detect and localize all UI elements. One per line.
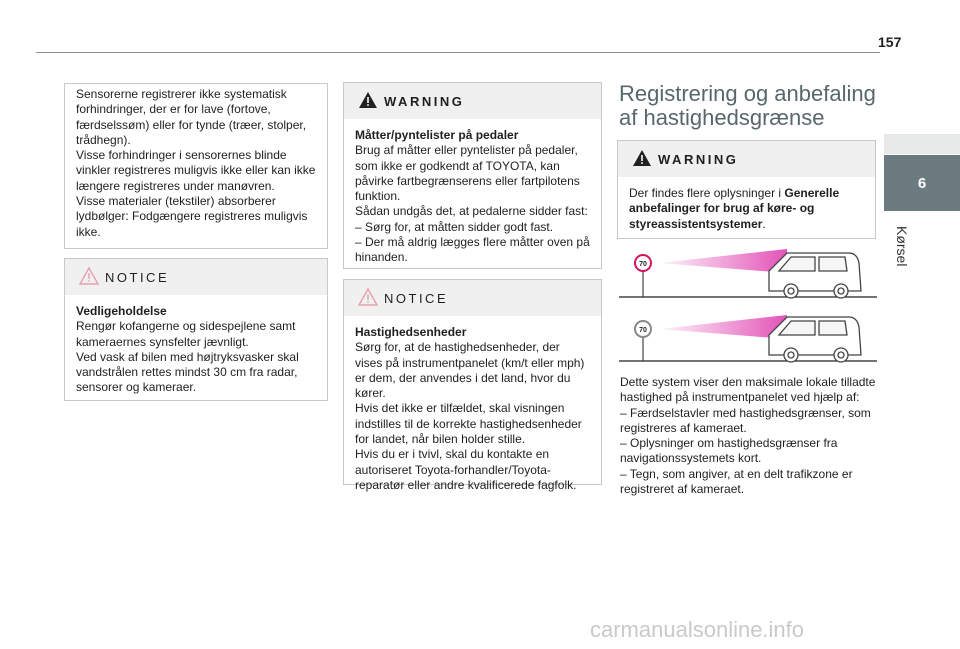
section-body-text: Dette system viser den maksimale lokale tilladte hastighed på instrumentpanelet ved hjælp af: – Færdselstavler med hastighedsgrænser, som registreres af kameraet. – Oplysninger om hastighedsgrænser fra navigationssystemets kort. – Tegn, som angiver, at en delt trafikzone er registreret af kameraet. [620, 375, 876, 497]
chapter-label-text: Kørsel [894, 226, 910, 267]
warning-box-general [617, 140, 876, 239]
warning-triangle-icon [632, 149, 652, 167]
chapter-label [888, 226, 924, 286]
notice-box-maintenance [64, 258, 328, 401]
chapter-number: 6 [917, 174, 927, 192]
warning-title: WARNING [384, 94, 465, 109]
warning-text-before: Der findes flere oplysninger i [629, 186, 785, 200]
warning-triangle-icon [358, 91, 378, 109]
notice-text: Rengør kofangerne og sidespejlene samt kameraernes synsfelter jævnligt. Ved vask af bilen med højtryksvasker skal vandstrålen rettes mindst 30 cm fra radar, sensorer og kameraer. [76, 319, 299, 395]
chapter-tab-spacer [884, 134, 960, 154]
notice-header [344, 280, 601, 316]
section-title: Registrering og anbefaling af hastighedsgrænse [619, 81, 876, 130]
warning-text: Brug af måtter eller pyntelister på pedaler, som ikke er godkendt af TOYOTA, kan påvirke fartbegrænserens eller fartpilotens funktion. Sådan undgås det, at pedalerne sidder fast: – Sørg for, at måtten sidder godt fast. – Der må aldrig lægges flere måtter oven på hinanden. [355, 143, 590, 265]
speed-sign-value: 70 [639, 327, 647, 334]
notice-box-speed-units [343, 279, 602, 492]
notice-triangle-icon [79, 267, 99, 285]
illustration-traffic-sign-detection [619, 243, 877, 303]
notice-heading: Hastighedsenheder [355, 325, 467, 339]
camera-beam [659, 249, 787, 273]
illustration-navigation-speed-limit [619, 307, 877, 367]
warning-header [618, 141, 875, 177]
warning-box-pedals [343, 82, 602, 269]
section-body [620, 375, 878, 497]
chapter-tab[interactable] [884, 155, 960, 211]
notice-heading: Vedligeholdelse [76, 304, 167, 318]
warning-title: WARNING [658, 152, 739, 167]
warning-heading: Måtter/pyntelister på pedaler [355, 128, 519, 142]
sensor-limitations-text: Sensorerne registrerer ikke systematisk forhindringer, der er for lave (fortove, færdselssøm) eller for tynde (træer, stolper, trådhegn). Visse forhindringer i sensorernes blinde vinkler registreres muligvis ikke eller kan ikke længere registreres under manøvren. Visse materialer (tekstiler) absorberer lydbølger: Fodgængere registreres muligvis ikke. [76, 87, 316, 239]
warning-text-after: . [762, 216, 766, 231]
car-icon [769, 253, 861, 298]
top-divider [36, 52, 880, 53]
camera-beam [659, 315, 787, 339]
notice-title: NOTICE [105, 270, 170, 285]
notice-triangle-icon [358, 288, 378, 306]
car-icon [769, 317, 861, 362]
warning-header [344, 83, 601, 119]
warning-text-link: Generelle anbefalinger for brug af køre- og styreassistentsystemer [629, 186, 840, 231]
notice-header [65, 259, 327, 295]
watermark: carmanualsonline.info [590, 617, 805, 642]
notice-text: Sørg for, at de hastighedsenheder, der vises på instrumentpanelet (km/t eller mph) er dem, der anvendes i det land, hvor du kører. Hvis det ikke er tilfældet, skal visningen indstilles til de korrekte hastighedsenheder for landet, når bilen holder stille. Hvis du er i tvivl, skal du kontakte en autoriseret Toyota-forhandler/Toyota-reparatør eller andre kvalificerede fagfolk. [355, 340, 585, 492]
notice-title: NOTICE [384, 291, 449, 306]
sensor-limitations-box [64, 83, 328, 249]
speed-sign-value: 70 [639, 261, 647, 268]
page-number: 157 [878, 34, 902, 50]
